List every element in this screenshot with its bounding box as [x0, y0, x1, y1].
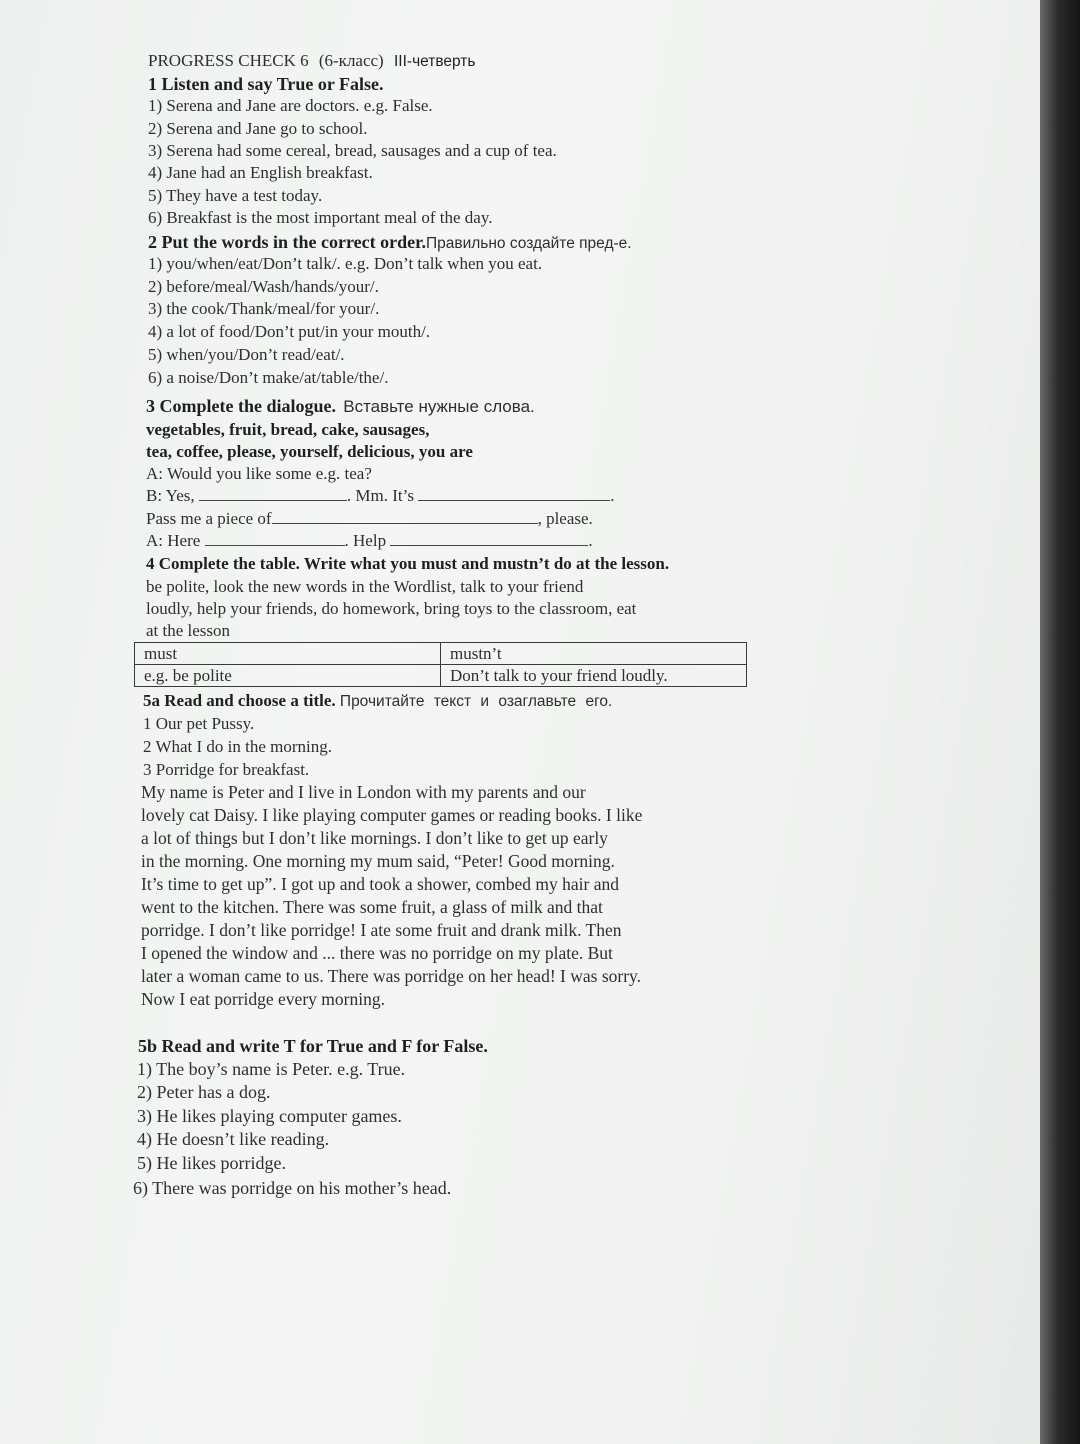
task5b-item: 2) Peter has a dog.: [137, 1082, 271, 1102]
dialogue-text: A: Here: [146, 531, 201, 550]
task5b-item: 3) He likes playing computer games.: [137, 1106, 402, 1126]
task1-item: 2) Serena and Jane go to school.: [148, 119, 368, 138]
table-header-must: must: [135, 643, 441, 665]
quarter-text: III-четверть: [393, 53, 476, 70]
task5a-title: 5a Read and choose a title.: [143, 691, 336, 710]
task2-item: 6) a noise/Don’t make/at/table/the/.: [148, 368, 389, 387]
reading-text-line: I opened the window and ... there was no porridge on my plate. But: [141, 943, 613, 963]
task5b-item: 5) He likes porridge.: [137, 1153, 286, 1173]
task4-word-bank: at the lesson: [146, 621, 231, 640]
title-text: PROGRESS CHECK 6: [148, 51, 309, 70]
dialogue-text: .: [588, 531, 593, 550]
answer-blank[interactable]: [418, 486, 610, 501]
answer-blank[interactable]: [199, 486, 347, 501]
task2-item: 3) the cook/Thank/meal/for your/.: [148, 299, 380, 318]
task1-item: 6) Breakfast is the most important meal of the day.: [148, 208, 493, 227]
reading-text-line: My name is Peter and I live in London with my parents and our: [141, 782, 586, 802]
task1-item: 1) Serena and Jane are doctors. e.g. False.: [148, 96, 433, 115]
task2-title: 2 Put the words in the correct order.: [148, 232, 426, 252]
table-header-row: [135, 643, 747, 665]
dialogue-text: .: [610, 486, 615, 505]
dialogue-text: . Mm. It’s: [346, 486, 414, 505]
answer-blank[interactable]: [390, 531, 588, 546]
task2-heading: [148, 231, 632, 255]
task2-item: 5) when/you/Don’t read/eat/.: [148, 345, 345, 364]
reading-text-line: Now I eat porridge every morning.: [141, 989, 385, 1009]
reading-text-line: lovely cat Daisy. I like playing computer games or reading books. I like: [141, 805, 643, 825]
task5a-note: Прочитайте текст и озаглавьте его.: [339, 693, 613, 710]
task5b-item: 1) The boy’s name is Peter. e.g. True.: [137, 1059, 406, 1079]
task4-word-bank: loudly, help your friends, do homework, bring toys to the classroom, eat: [146, 599, 637, 618]
task2-item: 4) a lot of food/Don’t put/in your mouth/.: [148, 322, 431, 341]
task4-title: 4 Complete the table. Write what you must and mustn’t do at the lesson.: [146, 554, 670, 573]
answer-blank[interactable]: [272, 509, 538, 524]
grade-text: (6-класс): [318, 51, 384, 70]
task3-title: 3 Complete the dialogue.: [146, 396, 336, 416]
reading-text-line: a lot of things but I don’t like mornings. I don’t like to get up early: [141, 828, 608, 848]
table-row: [135, 665, 747, 687]
dialogue-line: [146, 530, 593, 552]
table-surface-edge: [1040, 0, 1080, 1444]
table-cell: Don’t talk to your friend loudly.: [441, 665, 747, 687]
title-option: 2 What I do in the morning.: [143, 737, 333, 756]
title-option: 3 Porridge for breakfast.: [143, 760, 310, 779]
page-title: [148, 50, 475, 73]
answer-blank[interactable]: [205, 531, 345, 546]
reading-text-line: It’s time to get up”. I got up and took a shower, combed my hair and: [141, 874, 620, 894]
task4-word-bank: be polite, look the new words in the Wordlist, talk to your friend: [146, 577, 584, 596]
task5b-item: 6) There was porridge on his mother’s head.: [133, 1178, 452, 1198]
title-option: 1 Our pet Pussy.: [143, 714, 255, 733]
task2-item: 2) before/meal/Wash/hands/your/.: [148, 277, 379, 296]
dialogue-line: A: Would you like some e.g. tea?: [146, 464, 372, 483]
task3-heading: [146, 395, 535, 418]
task1-item: 4) Jane had an English breakfast.: [148, 163, 373, 182]
table-header-mustnt: mustn’t: [441, 643, 747, 665]
reading-text-line: porridge. I don’t like porridge! I ate some fruit and drank milk. Then: [141, 920, 622, 940]
dialogue-text: . Help: [344, 531, 387, 550]
task1-item: 5) They have a test today.: [148, 186, 323, 205]
table-cell: e.g. be polite: [135, 665, 441, 687]
dialogue-line: [146, 485, 614, 507]
must-mustnt-table: [134, 642, 747, 687]
task1-title: 1 Listen and say True or False.: [148, 74, 384, 94]
task2-item: 1) you/when/eat/Don’t talk/. e.g. Don’t talk when you eat.: [148, 254, 543, 273]
task3-note: Вставьте нужные слова.: [343, 397, 535, 416]
task3-word-bank: vegetables, fruit, bread, cake, sausages,: [146, 420, 430, 439]
dialogue-text: , please.: [537, 509, 593, 528]
task2-note: Правильно создайте пред-е.: [425, 235, 632, 252]
dialogue-text: Pass me a piece of: [146, 509, 272, 528]
task5a-heading: [143, 690, 612, 713]
task5b-title: 5b Read and write T for True and F for False.: [138, 1036, 488, 1056]
dialogue-text: B: Yes,: [146, 486, 195, 505]
task3-word-bank: tea, coffee, please, yourself, delicious, you are: [146, 442, 473, 461]
reading-text-line: in the morning. One morning my mum said, “Peter! Good morning.: [141, 851, 615, 871]
dialogue-line: [146, 508, 593, 530]
reading-text-line: went to the kitchen. There was some fruit, a glass of milk and that: [141, 897, 603, 917]
task1-item: 3) Serena had some cereal, bread, sausages and a cup of tea.: [148, 141, 557, 160]
reading-text-line: later a woman came to us. There was porridge on her head! I was sorry.: [141, 966, 642, 986]
task5b-item: 4) He doesn’t like reading.: [137, 1129, 330, 1149]
